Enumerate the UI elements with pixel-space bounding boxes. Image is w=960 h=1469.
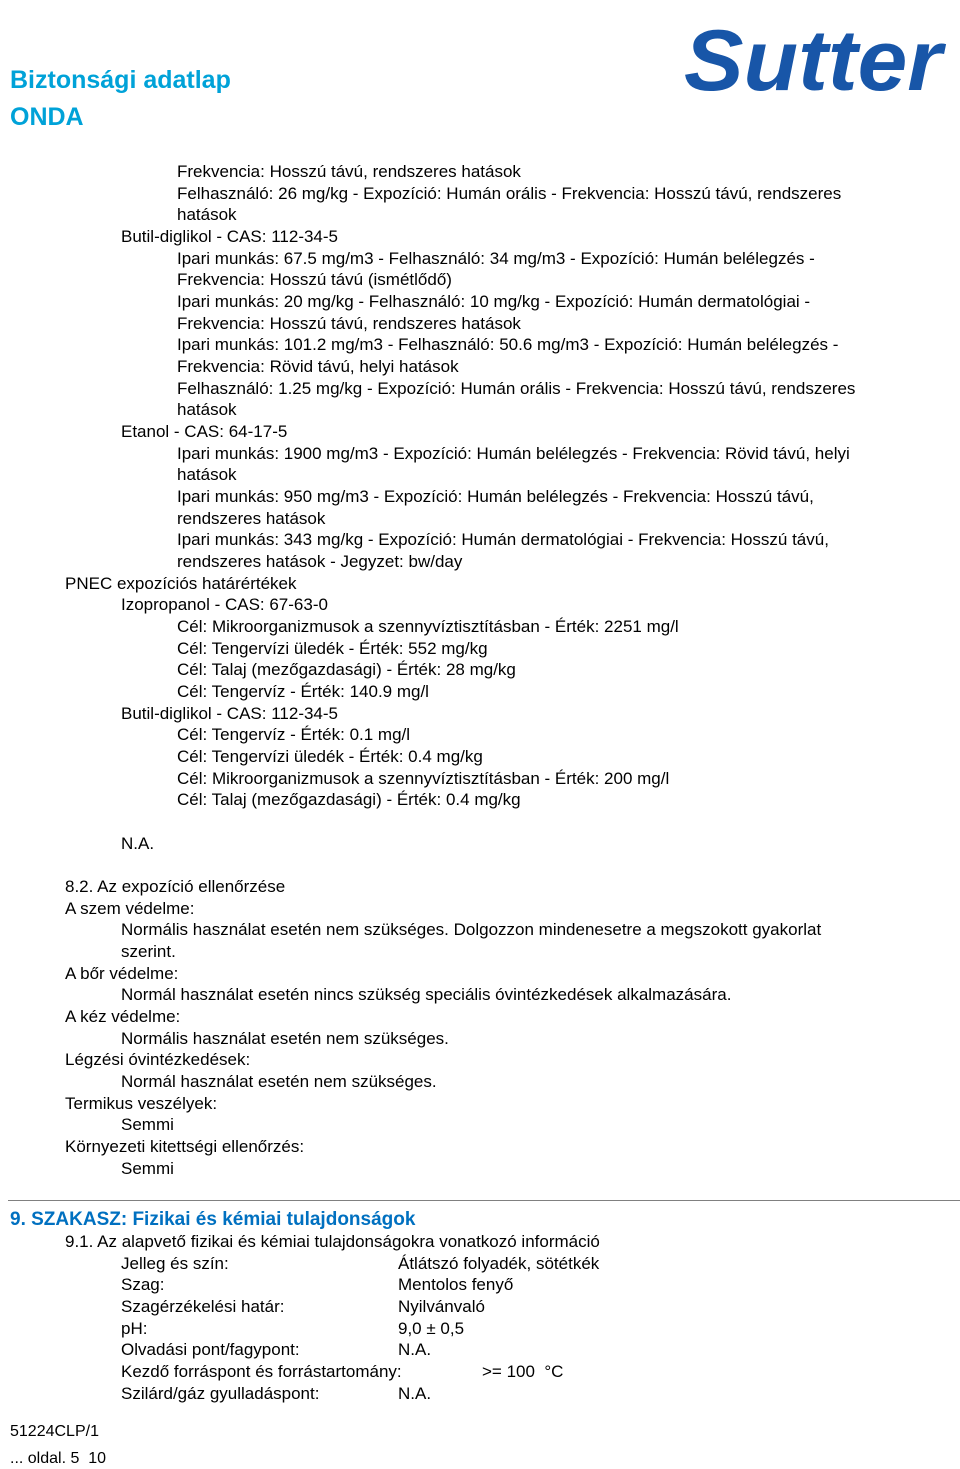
section-9-title: 9. SZAKASZ: Fizikai és kémiai tulajdonságok (10, 1209, 416, 1230)
section-9-subtitle: 9.1. Az alapvető fizikai és kémiai tulajdonságokra vonatkozó információ (65, 1232, 600, 1251)
body-line: Ipari munkás: 101.2 mg/m3 - Felhasználó: 50.6 mg/m3 - Expozíció: Humán belélegzés - (177, 335, 839, 354)
property-label: Szilárd/gáz gyulladáspont: (121, 1384, 320, 1403)
field-label: Termikus veszélyek: (65, 1094, 218, 1113)
body-line: Cél: Mikroorganizmusok a szennyvíztisztításban - Érték: 2251 mg/l (177, 617, 679, 636)
body-line: Frekvencia: Hosszú távú, rendszeres hatások (177, 314, 521, 333)
field-value: Semmi (121, 1115, 174, 1134)
section-divider (8, 1200, 960, 1201)
logo-wordmark: Sutter (684, 13, 947, 106)
field-value: szerint. (121, 942, 176, 961)
field-label: Környezeti kitettségi ellenőrzés: (65, 1137, 305, 1156)
property-value: 9,0 ± 0,5 (398, 1319, 465, 1338)
property-label: pH: (121, 1319, 148, 1338)
body-line: hatások (177, 205, 237, 224)
substance-heading: Butil-diglikol - CAS: 112-34-5 (121, 227, 338, 246)
body-line: Frekvencia: Hosszú távú, rendszeres hatások (177, 162, 521, 181)
field-value: Semmi (121, 1159, 174, 1178)
body-line: Ipari munkás: 343 mg/kg - Expozíció: Humán dermatológiai - Frekvencia: Hosszú távú, (177, 530, 829, 549)
body-line: Cél: Talaj (mezőgazdasági) - Érték: 0.4 mg/kg (177, 790, 521, 809)
body-line: Cél: Talaj (mezőgazdasági) - Érték: 28 mg/kg (177, 660, 516, 679)
field-label: A szem védelme: (65, 899, 195, 918)
field-value: Normál használat esetén nincs szükség speciális óvintézkedések alkalmazására. (121, 985, 732, 1004)
field-label: A kéz védelme: (65, 1007, 181, 1026)
body-line: Cél: Tengervízi üledék - Érték: 0.4 mg/kg (177, 747, 483, 766)
body-line: Felhasználó: 1.25 mg/kg - Expozíció: Humán orális - Frekvencia: Hosszú távú, rendszeres (177, 379, 856, 398)
property-value: Nyilvánvaló (398, 1297, 485, 1316)
body-line: Ipari munkás: 1900 mg/m3 - Expozíció: Humán belélegzés - Frekvencia: Rövid távú, helyi (177, 444, 850, 463)
field-value: Normális használat esetén nem szükséges. Dolgozzon mindenesetre a megszokott gyakorlat (121, 920, 822, 939)
body-line: hatások (177, 400, 237, 419)
body-line: N.A. (121, 834, 155, 853)
property-label: Olvadási pont/fagypont: (121, 1340, 300, 1359)
field-value: Normál használat esetén nem szükséges. (121, 1072, 437, 1091)
pnec-heading: PNEC expozíciós határértékek (65, 574, 297, 593)
body-line: Frekvencia: Rövid távú, helyi hatások (177, 357, 459, 376)
body-line: Ipari munkás: 20 mg/kg - Felhasználó: 10 mg/kg - Expozíció: Humán dermatológiai - (177, 292, 811, 311)
substance-heading: Butil-diglikol - CAS: 112-34-5 (121, 704, 338, 723)
document-code: 51224CLP/1 (10, 1423, 99, 1440)
field-label: A bőr védelme: (65, 964, 179, 983)
body-line: Cél: Tengervíz - Érték: 0.1 mg/l (177, 725, 411, 744)
substance-heading: Etanol - CAS: 64-17-5 (121, 422, 288, 441)
field-label: Légzési óvintézkedések: (65, 1050, 251, 1069)
property-value: N.A. (398, 1384, 432, 1403)
document-title: Biztonsági adatlap (10, 66, 231, 94)
body-line: Cél: Mikroorganizmusok a szennyvíztisztításban - Érték: 200 mg/l (177, 769, 670, 788)
property-value: Mentolos fenyő (398, 1275, 514, 1294)
body-line: Felhasználó: 26 mg/kg - Expozíció: Humán orális - Frekvencia: Hosszú távú, rendszeres (177, 184, 842, 203)
body-line: rendszeres hatások - Jegyzet: bw/day (177, 552, 463, 571)
property-value: N.A. (398, 1340, 432, 1359)
body-line: Ipari munkás: 950 mg/m3 - Expozíció: Humán belélegzés - Frekvencia: Hosszú távú, (177, 487, 814, 506)
subsection-heading: 8.2. Az expozíció ellenőrzése (65, 877, 286, 896)
page-number: ... oldal. 5 10 (10, 1450, 107, 1467)
body-line: rendszeres hatások (177, 509, 326, 528)
body-line: hatások (177, 465, 237, 484)
body-line: Cél: Tengervízi üledék - Érték: 552 mg/kg (177, 639, 488, 658)
field-value: Normális használat esetén nem szükséges. (121, 1029, 449, 1048)
body-line: Frekvencia: Hosszú távú (ismétlődő) (177, 270, 452, 289)
property-value: >= 100 °C (482, 1362, 564, 1381)
substance-heading: Izopropanol - CAS: 67-63-0 (121, 595, 328, 614)
sutter-logo (680, 4, 948, 106)
property-label: Jelleg és szín: (121, 1254, 229, 1273)
property-label: Szagérzékelési határ: (121, 1297, 285, 1316)
property-value: Átlátszó folyadék, sötétkék (398, 1254, 600, 1273)
property-label: Szag: (121, 1275, 165, 1294)
body-line: Ipari munkás: 67.5 mg/m3 - Felhasználó: 34 mg/m3 - Expozíció: Humán belélegzés - (177, 249, 815, 268)
product-name: ONDA (10, 103, 84, 131)
property-label: Kezdő forráspont és forrástartomány: (121, 1362, 402, 1381)
body-line: Cél: Tengervíz - Érték: 140.9 mg/l (177, 682, 429, 701)
